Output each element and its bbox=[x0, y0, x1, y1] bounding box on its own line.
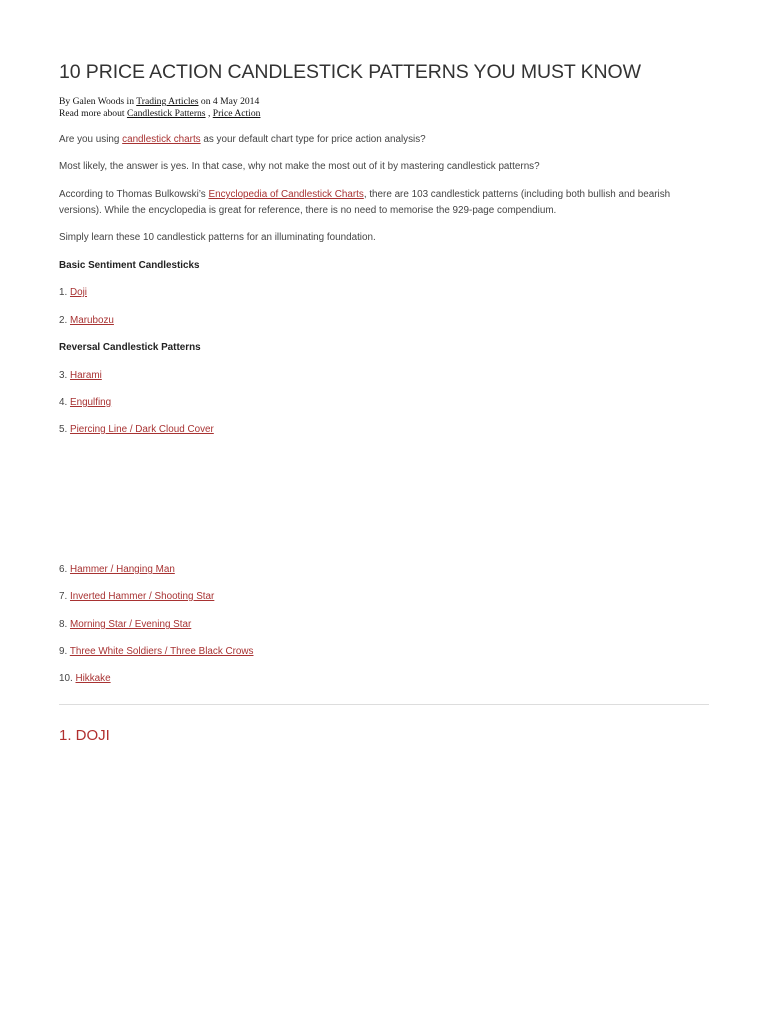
pattern-link-piercing-line[interactable]: Piercing Line / Dark Cloud Cover bbox=[69, 424, 214, 435]
list-item bbox=[59, 313, 709, 329]
doji-section-heading: 1. DOJI bbox=[59, 727, 110, 744]
list-number: 6. bbox=[59, 564, 70, 575]
section-heading-reversal: Reversal Candlestick Patterns bbox=[59, 342, 201, 353]
intro-paragraph-1 bbox=[59, 132, 709, 148]
pattern-link-hikkake[interactable]: Hikkake bbox=[75, 673, 111, 684]
read-more-label: Read more about bbox=[59, 107, 127, 119]
list-number: 4. bbox=[59, 397, 70, 408]
list-item bbox=[59, 617, 709, 633]
intro-paragraph-3 bbox=[59, 187, 709, 219]
list-number: 1. bbox=[59, 287, 70, 298]
pattern-link-inverted-hammer[interactable]: Inverted Hammer / Shooting Star bbox=[69, 591, 215, 602]
list-item bbox=[59, 368, 709, 384]
author-line bbox=[59, 96, 260, 108]
list-number: 2. bbox=[59, 315, 70, 326]
list-item bbox=[59, 671, 709, 687]
pattern-link-three-soldiers[interactable]: Three White Soldiers / Three Black Crows bbox=[69, 646, 254, 657]
intro-text: as your default chart type for price action analysis? bbox=[200, 134, 426, 145]
list-item bbox=[59, 395, 709, 411]
section-divider bbox=[59, 704, 709, 705]
tag-link-candlestick-patterns[interactable]: Candlestick Patterns bbox=[126, 107, 206, 119]
tags-line bbox=[59, 108, 260, 120]
pattern-link-morning-star[interactable]: Morning Star / Evening Star bbox=[69, 619, 192, 630]
section-heading-basic: Basic Sentiment Candlesticks bbox=[59, 260, 200, 271]
list-item bbox=[59, 285, 709, 301]
category-link[interactable]: Trading Articles bbox=[136, 96, 199, 107]
intro-paragraph-2: Most likely, the answer is yes. In that case, why not make the most out of it by mastering candlestick patterns? bbox=[59, 161, 540, 172]
tag-link-price-action[interactable]: Price Action bbox=[212, 107, 261, 119]
intro-text: According to Thomas Bulkowski’s bbox=[59, 189, 209, 200]
list-item bbox=[59, 589, 709, 605]
list-number: 9. bbox=[59, 646, 70, 657]
encyclopedia-link[interactable]: Encyclopedia of Candlestick Charts bbox=[208, 189, 364, 200]
list-item bbox=[59, 644, 709, 660]
pattern-link-doji[interactable]: Doji bbox=[69, 287, 87, 298]
date-text: on 4 May 2014 bbox=[198, 96, 260, 107]
intro-paragraph-4: Simply learn these 10 candlestick patterns for an illuminating foundation. bbox=[59, 232, 376, 243]
candlestick-charts-link[interactable]: candlestick charts bbox=[122, 134, 201, 145]
list-item bbox=[59, 562, 709, 578]
tag-separator: , bbox=[205, 107, 213, 119]
intro-text: Are you using bbox=[59, 134, 123, 145]
byline bbox=[59, 96, 260, 119]
intro-text: , there are 103 candlestick patterns (including both bullish and bearish versions). While the encyclopedia is great for reference, there is no need to memorise the 929-page compendium. bbox=[59, 189, 671, 216]
list-number: 3. bbox=[59, 370, 70, 381]
page-title: 10 PRICE ACTION CANDLESTICK PATTERNS YOU MUST KNOW bbox=[59, 61, 641, 83]
list-item bbox=[59, 422, 709, 438]
list-number: 8. bbox=[59, 619, 70, 630]
list-number: 5. bbox=[59, 424, 70, 435]
pattern-link-hammer[interactable]: Hammer / Hanging Man bbox=[69, 564, 175, 575]
list-number: 7. bbox=[59, 591, 70, 602]
author-text: By Galen Woods in bbox=[59, 96, 137, 107]
pattern-link-harami[interactable]: Harami bbox=[69, 370, 102, 381]
pattern-link-engulfing[interactable]: Engulfing bbox=[69, 397, 112, 408]
pattern-link-marubozu[interactable]: Marubozu bbox=[69, 315, 114, 326]
list-number: 10. bbox=[59, 673, 76, 684]
